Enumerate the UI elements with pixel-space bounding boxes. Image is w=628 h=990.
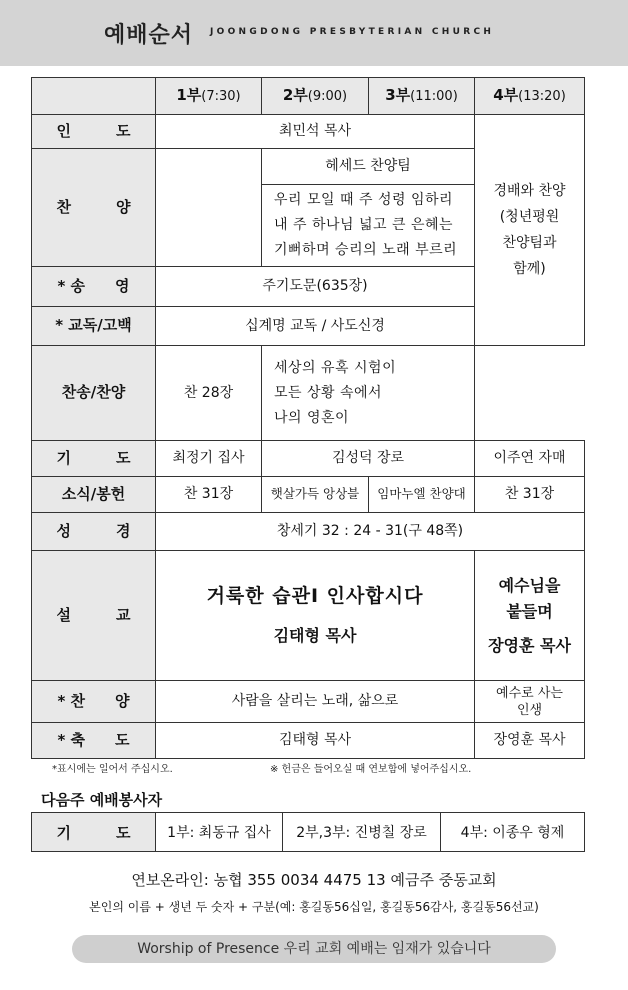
next-week-label: 기 도	[32, 813, 156, 852]
service-3-header: 3부(11:00)	[369, 78, 475, 115]
offering-row	[32, 477, 585, 513]
hymn-service-1: 찬 28장	[156, 346, 262, 441]
benediction-row	[32, 723, 585, 759]
online-offering-note: 본인의 이름 + 생년 두 숫자 + 구분(예: 홍길동56십일, 홍길동56감사, 홍길동56선교)	[89, 900, 539, 914]
hymn-row	[32, 346, 585, 441]
prayer-service-4: 이주연 자매	[475, 441, 585, 477]
intro-value: 최민석 목사	[156, 115, 475, 149]
offering-service-1: 찬 31장	[156, 477, 262, 513]
praise-label: 찬 양	[32, 149, 156, 267]
closing-hymn-label: * 찬 양	[32, 681, 156, 723]
sermon-main	[156, 551, 475, 681]
header-blank	[32, 78, 156, 115]
offering-service-4: 찬 31장	[475, 477, 585, 513]
next-week-row	[32, 813, 585, 852]
scripture-value: 창세기 32 : 24 - 31(구 48쪽)	[156, 513, 585, 551]
doxology-label: * 송 영	[32, 267, 156, 307]
stand-note: *표시에는 일어서 주십시오.	[52, 764, 173, 775]
prayer-row	[32, 441, 585, 477]
intro-label: 인 도	[32, 115, 156, 149]
benediction-service-4: 장영훈 목사	[475, 723, 585, 759]
next-week-table	[31, 812, 585, 852]
next-week-service-4: 4부: 이종우 형제	[441, 813, 585, 852]
benediction-label: * 축 도	[32, 723, 156, 759]
sermon-row	[32, 551, 585, 681]
service-2-header: 2부(9:00)	[262, 78, 369, 115]
confession-label: * 교독/고백	[32, 307, 156, 346]
closing-hymn-service-4: 예수로 사는 인생	[475, 681, 585, 723]
scripture-label: 성 경	[32, 513, 156, 551]
offering-service-2: 햇살가득 앙상블	[262, 477, 369, 513]
confession-value: 십계명 교독 / 사도신경	[156, 307, 475, 346]
prayer-service-2-3: 김성덕 장로	[262, 441, 475, 477]
next-week-title: 다음주 예배봉사자	[41, 791, 163, 809]
sermon-title: 거룩한 습관Ⅰ 인사합시다	[206, 584, 424, 607]
praise-service-1	[156, 149, 262, 267]
hymn-lyrics: 세상의 유혹 시험이 모든 상황 속에서 나의 영혼이	[262, 346, 475, 441]
service-header-row	[32, 78, 585, 115]
page-title: 예배순서	[104, 23, 194, 48]
next-week-service-2-3: 2부,3부: 진병칠 장로	[283, 813, 441, 852]
offering-note: ※ 헌금은 들어오실 때 연보함에 넣어주십시오.	[270, 764, 472, 775]
praise-team: 헤세드 찬양팀	[262, 149, 475, 185]
praise-lyrics: 우리 모일 때 주 성령 임하리 내 주 하나님 넓고 큰 은혜는 기뻐하며 승리의 노래 부르리	[262, 185, 475, 267]
next-week-service-1: 1부: 최동규 집사	[156, 813, 283, 852]
sermon-service-4: 예수님을 붙들며 장영훈 목사	[475, 551, 585, 681]
sermon-label: 설 교	[32, 551, 156, 681]
closing-hymn-row	[32, 681, 585, 723]
service-4-header: 4부(13:20)	[475, 78, 585, 115]
sermon-speaker: 김태형 목사	[273, 626, 357, 646]
footer-motto: Worship of Presence 우리 교회 예배는 임재가 있습니다	[72, 935, 556, 963]
prayer-label: 기 도	[32, 441, 156, 477]
scripture-row	[32, 513, 585, 551]
service-4-praise: 경배와 찬양 (청년평원 찬양팀과 함께)	[475, 115, 585, 346]
intro-row	[32, 115, 585, 149]
doxology-value: 주기도문(635장)	[156, 267, 475, 307]
hymn-label: 찬송/찬양	[32, 346, 156, 441]
offering-label: 소식/봉헌	[32, 477, 156, 513]
online-offering-account: 연보온라인: 농협 355 0034 4475 13 예금주 중동교회	[131, 871, 497, 889]
service-1-header: 1부(7:30)	[156, 78, 262, 115]
church-name: JOONGDONG PRESBYTERIAN CHURCH	[210, 27, 495, 37]
offering-service-3: 임마누엘 찬양대	[369, 477, 475, 513]
benediction-value: 김태형 목사	[156, 723, 475, 759]
header-bar	[0, 0, 628, 66]
closing-hymn-value: 사람을 살리는 노래, 삶으로	[156, 681, 475, 723]
prayer-service-1: 최정기 집사	[156, 441, 262, 477]
worship-order-table	[31, 77, 585, 759]
